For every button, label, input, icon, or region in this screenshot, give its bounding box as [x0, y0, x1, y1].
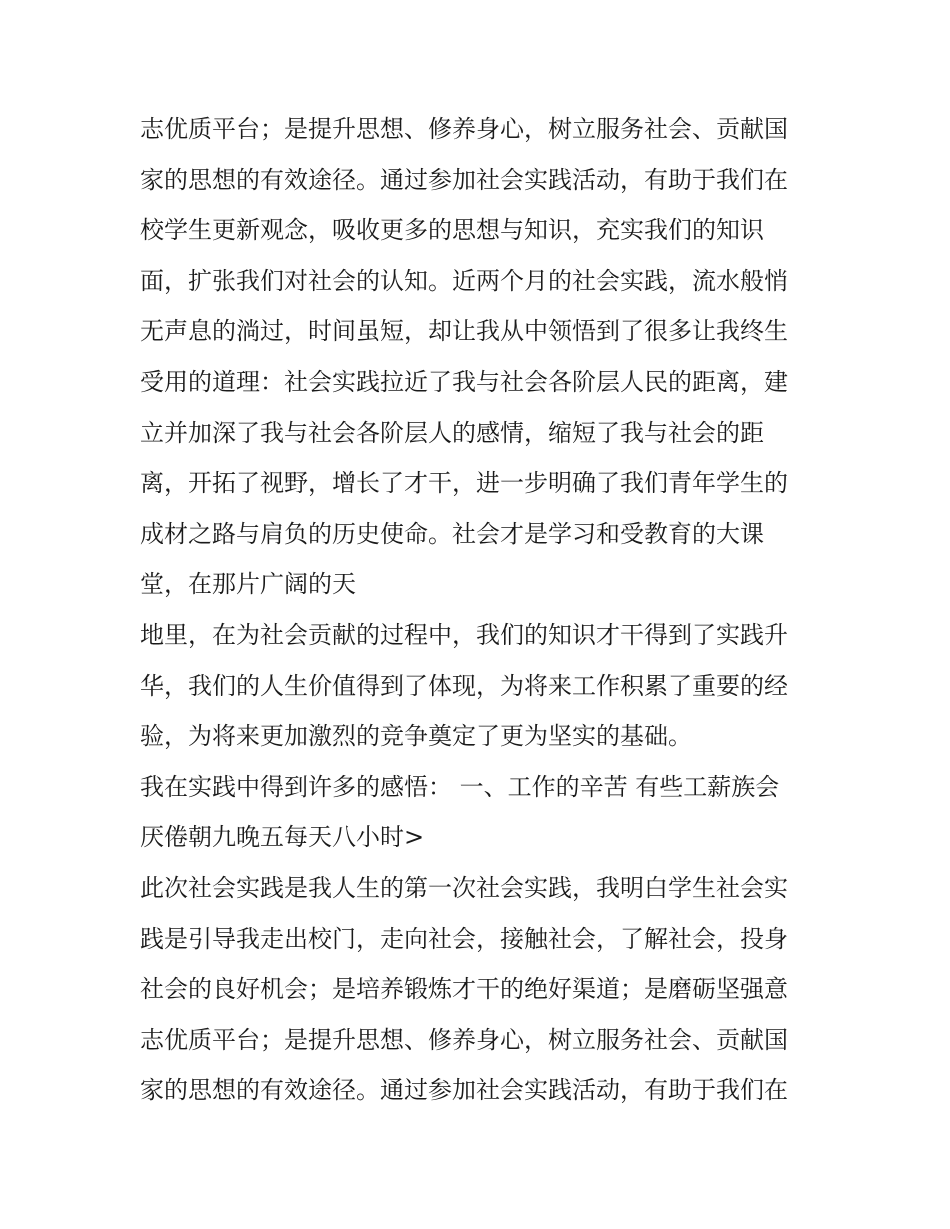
text-line: 此次社会实践是我人生的第一次社会实践，我明白学生社会实	[140, 873, 788, 902]
text-line: 校学生更新观念，吸收更多的思想与知识，充实我们的知识	[140, 216, 764, 245]
text-line: 家的思想的有效途径。通过参加社会实践活动，有助于我们在	[140, 1076, 788, 1105]
text-line: 社会的良好机会；是培养锻炼才干的绝好渠道；是磨砺坚强意	[140, 975, 788, 1004]
text-line: 面，扩张我们对社会的认知。近两个月的社会实践，流水般悄	[140, 266, 788, 295]
text-line: 立并加深了我与社会各阶层人的感情，缩短了我与社会的距	[140, 418, 764, 447]
text-line: 地里，在为社会贡献的过程中，我们的知识才干得到了实践升	[140, 620, 788, 649]
text-line: 志优质平台；是提升思想、修养身心，树立服务社会、贡献国	[140, 115, 788, 143]
body-text	[140, 104, 820, 1116]
text-line: 成材之路与肩负的历史使命。社会才是学习和受教育的大课	[140, 519, 764, 548]
text-line: 我在实践中得到许多的感悟： 一、工作的辛苦 有些工薪族会	[140, 772, 780, 801]
text-line: 无声息的淌过，时间虽短，却让我从中领悟到了很多让我终生	[140, 317, 788, 346]
text-line: 堂，在那片广阔的天	[140, 570, 356, 599]
text-line: 厌倦朝九晚五每天八小时>	[140, 823, 425, 852]
text-line: 践是引导我走出校门，走向社会，接触社会，了解社会，投身	[140, 924, 788, 953]
text-line: 验，为将来更加激烈的竞争奠定了更为坚实的基础。	[140, 722, 692, 751]
text-line: 志优质平台；是提升思想、修养身心，树立服务社会、贡献国	[140, 1025, 788, 1054]
text-line: 离，开拓了视野，增长了才干，进一步明确了我们青年学生的	[140, 469, 788, 498]
text-line: 受用的道理：社会实践拉近了我与社会各阶层人民的距离，建	[140, 367, 788, 396]
text-line: 家的思想的有效途径。通过参加社会实践活动，有助于我们在	[140, 165, 788, 194]
text-line: 华，我们的人生价值得到了体现，为将来工作积累了重要的经	[140, 671, 788, 700]
